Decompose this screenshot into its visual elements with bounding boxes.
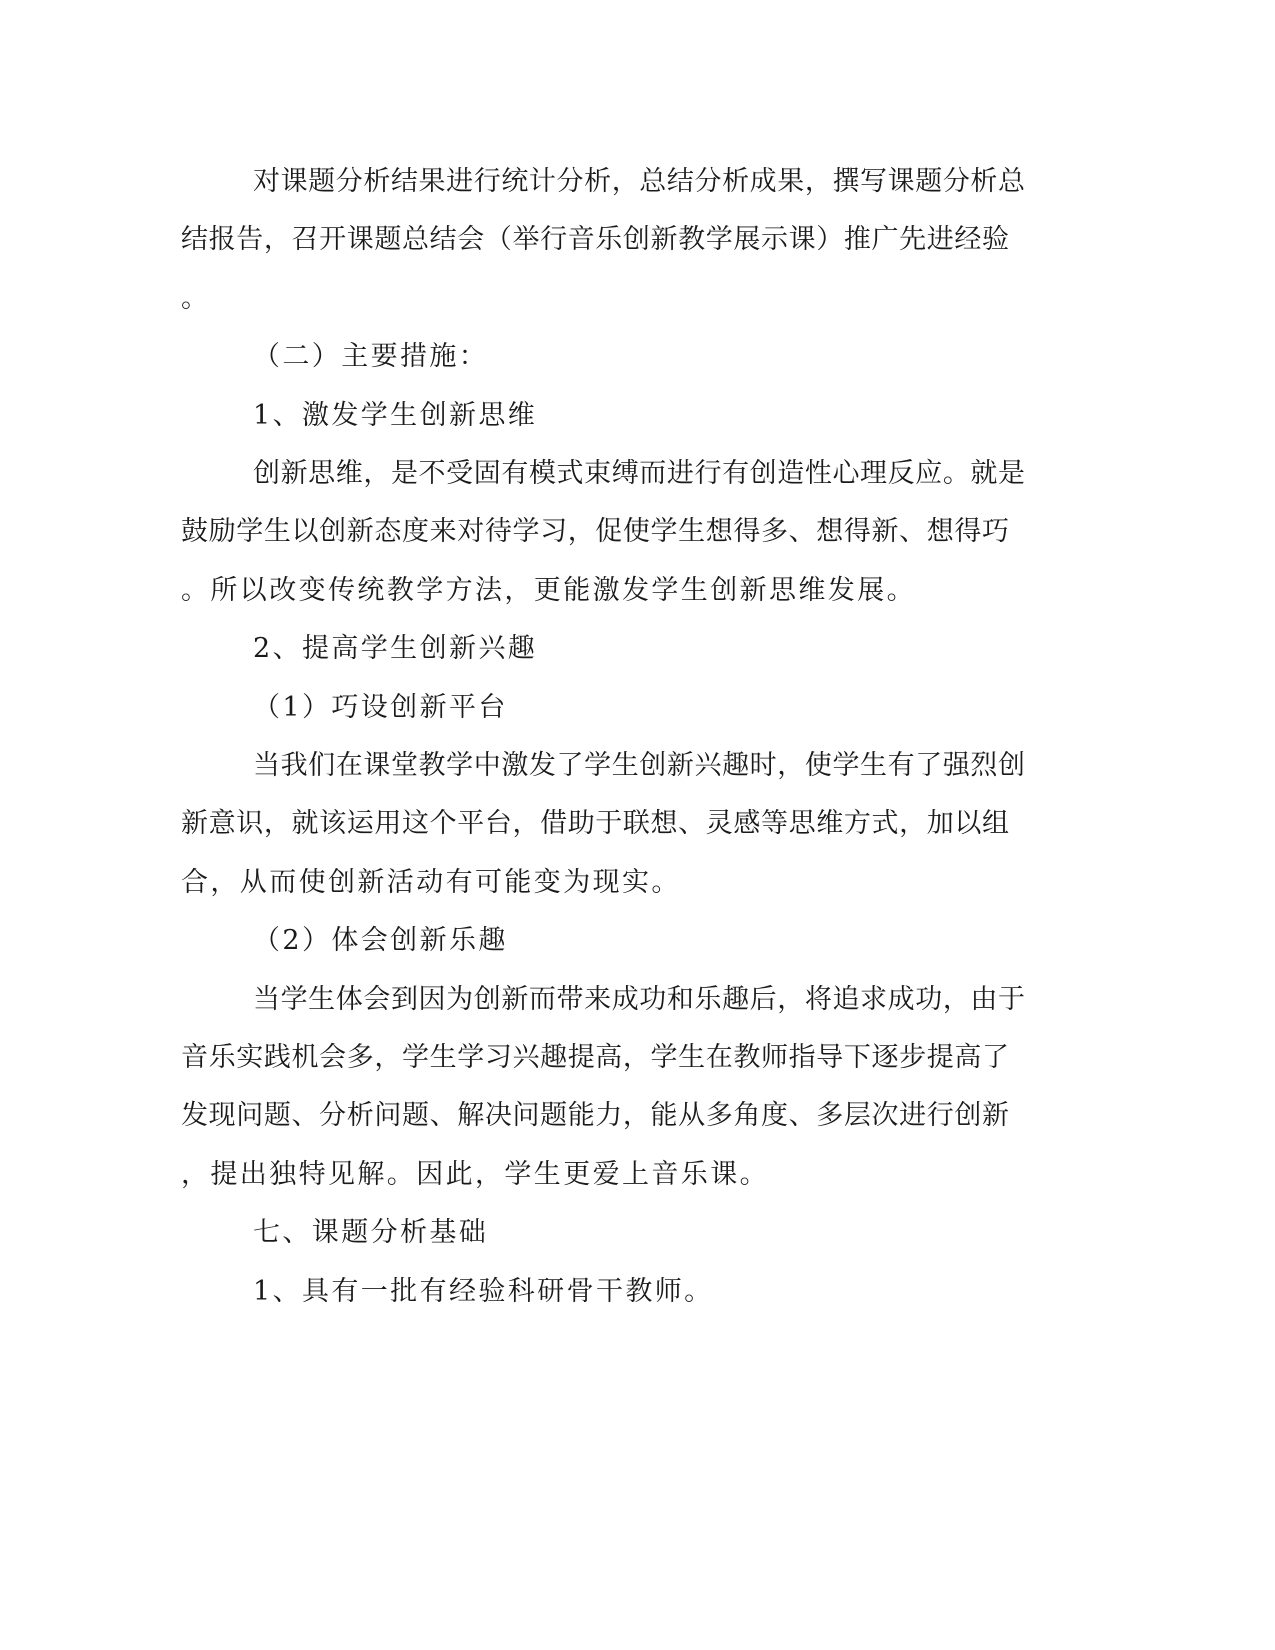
- paragraph-line-11: 当我们在课堂教学中激发了学生创新兴趣时，使学生有了强烈创: [253, 750, 1025, 781]
- section-heading-basis: 七、课题分析基础: [253, 1217, 489, 1248]
- subheading-1: 1、激发学生创新思维: [253, 400, 538, 431]
- subheading-2-2: （2）体会创新乐趣: [253, 925, 508, 956]
- paragraph-line-7: 鼓励学生以创新态度来对待学习，促使学生想得多、想得新、想得巧: [181, 516, 1009, 547]
- paragraph-line-6: 创新思维，是不受固有模式束缚而进行有创造性心理反应。就是: [253, 458, 1025, 489]
- paragraph-line-1: 对课题分析结果进行统计分析，总结分析成果，撰写课题分析总: [253, 166, 1025, 197]
- paragraph-line-20: 1、具有一批有经验科研骨干教师。: [253, 1276, 714, 1307]
- paragraph-line-17: 发现问题、分析问题、解决问题能力，能从多角度、多层次进行创新: [181, 1100, 1009, 1131]
- paragraph-line-13: 合，从而使创新活动有可能变为现实。: [181, 867, 681, 898]
- paragraph-line-16: 音乐实践机会多，学生学习兴趣提高，学生在教师指导下逐步提高了: [181, 1042, 1009, 1073]
- section-heading-measures: （二）主要措施：: [253, 341, 489, 372]
- paragraph-line-2: 结报告，召开课题总结会（举行音乐创新教学展示课）推广先进经验: [181, 224, 1009, 255]
- paragraph-line-18: ，提出独特见解。因此，学生更爱上音乐课。: [181, 1159, 769, 1190]
- paragraph-line-15: 当学生体会到因为创新而带来成功和乐趣后，将追求成功，由于: [253, 984, 1025, 1015]
- paragraph-line-12: 新意识，就该运用这个平台，借助于联想、灵感等思维方式，加以组: [181, 808, 1009, 839]
- subheading-2: 2、提高学生创新兴趣: [253, 633, 538, 664]
- paragraph-line-8: 。所以改变传统教学方法，更能激发学生创新思维发展。: [181, 575, 916, 606]
- paragraph-line-3: 。: [181, 283, 211, 314]
- subheading-2-1: （1）巧设创新平台: [253, 692, 508, 723]
